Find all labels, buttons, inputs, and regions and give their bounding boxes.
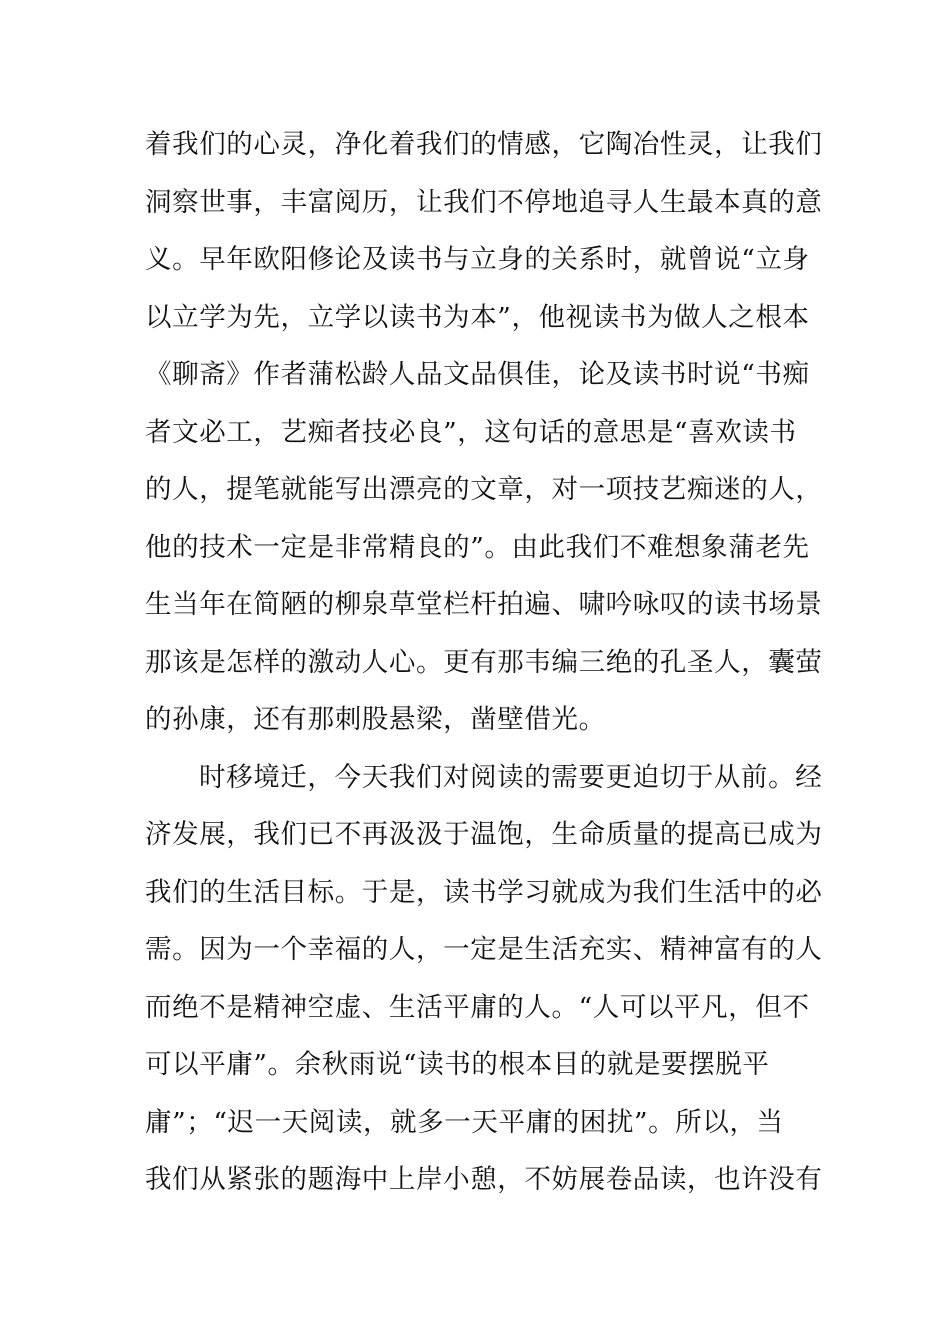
text-line: 我们的生活目标。于是，读书学习就成为我们生活中的必 — [145, 876, 823, 908]
text-line: 时移境迁，今天我们对阅读的需要更迫切于从前。经 — [199, 761, 823, 793]
text-line: 而绝不是精神空虚、生活平庸的人。“人可以平凡，但不 — [145, 991, 810, 1023]
text-line: 他的技术一定是非常精良的”。由此我们不难想象蒲老先 — [145, 531, 810, 563]
text-line: 那该是怎样的激动人心。更有那韦编三绝的孔圣人，囊萤 — [145, 646, 823, 678]
paragraph-1 — [145, 116, 825, 749]
text-line: 《聊斋》作者蒲松龄人品文品俱佳，论及读书时说“书痴 — [145, 359, 810, 390]
text-line: 者文必工，艺痴者技必良”，这句话的意思是“喜欢读书 — [145, 416, 797, 448]
text-line: 的孙康，还有那刺股悬梁，凿壁借光。 — [145, 704, 606, 735]
text-line: 洞察世事，丰富阅历，让我们不停地追寻人生最本真的意 — [145, 186, 823, 218]
text-line: 义。早年欧阳修论及读书与立身的关系时，就曾说“立身 — [145, 244, 810, 275]
text-line: 需。因为一个幸福的人，一定是生活充实、精神富有的人 — [145, 934, 823, 965]
text-line: 济发展，我们已不再汲汲于温饱，生命质量的提高已成为 — [145, 819, 823, 850]
paragraph-2 — [145, 749, 825, 1209]
text-line: 以立学为先，立学以读书为本”，他视读书为做人之根本 — [145, 301, 810, 333]
body-text — [145, 116, 825, 1209]
text-line: 庸”；“迟一天阅读，就多一天平庸的困扰”。所以，当 — [145, 1106, 784, 1138]
text-line: 生当年在简陋的柳泉草堂栏杆拍遍、啸吟咏叹的读书场景 — [145, 589, 823, 620]
text-line: 我们从紧张的题海中上岸小憩，不妨展卷品读，也许没有 — [145, 1164, 823, 1195]
text-line: 着我们的心灵，净化着我们的情感，它陶冶性灵，让我们 — [145, 129, 823, 160]
text-line: 的人，提笔就能写出漂亮的文章，对一项技艺痴迷的人， — [145, 474, 823, 505]
text-line: 可以平庸”。余秋雨说“读书的根本目的就是要摆脱平 — [145, 1049, 770, 1080]
